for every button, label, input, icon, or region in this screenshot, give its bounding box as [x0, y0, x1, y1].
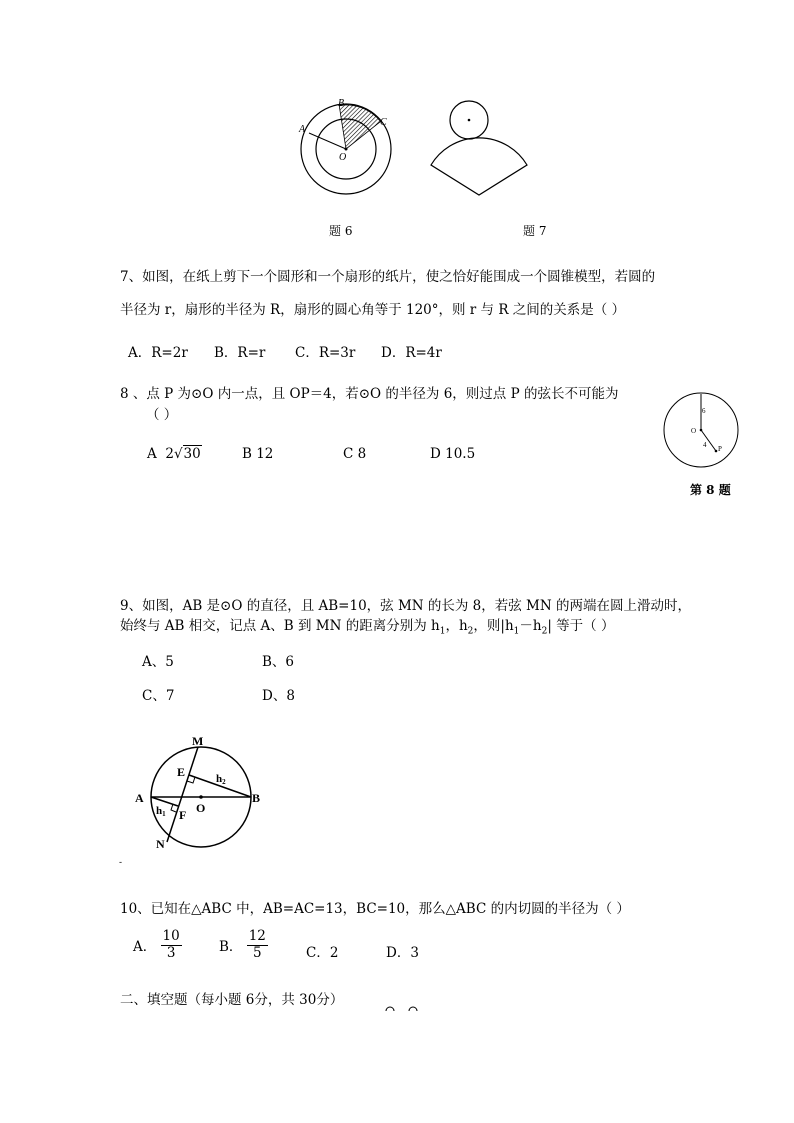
sub-2: 2 — [467, 626, 474, 637]
arc-mark-right — [409, 1007, 417, 1011]
radius-oa — [309, 133, 346, 149]
fig9-label-m: M — [192, 734, 204, 748]
fig8-caption: 第 8 题 — [690, 483, 731, 497]
numerator: 10 — [162, 928, 180, 944]
figure-7 — [425, 98, 531, 198]
q8-option-c: C 8 — [343, 446, 367, 462]
fig8-op-label: 4 — [703, 441, 707, 449]
q8-option-a — [147, 446, 202, 462]
fig9-label-h2: h2 — [216, 773, 226, 786]
numerator: 12 — [248, 928, 266, 944]
q7-option-b: B．R=r — [214, 345, 266, 361]
figure-9 — [128, 730, 268, 854]
q9-line2-pre: 始终与 AB 相交，记点 A、B 到 MN 的距离分别为 h — [120, 618, 440, 634]
q10-line1: 10、已知在△ABC 中，AB=AC=13，BC=10，那么△ABC 的内切圆的半径为（ ） — [120, 901, 630, 917]
q8-option-b: B 12 — [242, 446, 274, 462]
fig8-point-p — [715, 450, 718, 453]
fig9-label-o: O — [196, 801, 206, 815]
fig9-label-h1: h1 — [156, 805, 166, 818]
shaded-sector — [339, 105, 380, 149]
q9-line2-post: | 等于（ ） — [547, 618, 615, 634]
q9-option-a: A、5 — [142, 654, 174, 670]
arc-marks — [383, 1004, 423, 1014]
section-2-heading: 二、填空题（每小题 6分，共 30分） — [120, 992, 344, 1008]
denominator: 3 — [166, 944, 176, 961]
q9-option-b: B、6 — [262, 654, 295, 670]
fig8-label-o: O — [691, 427, 697, 435]
fig8-center — [700, 429, 703, 432]
stray-mark: - — [119, 858, 123, 868]
fig9-label-a: A — [135, 791, 144, 805]
q7-line1: 7、如图，在纸上剪下一个圆形和一个扇形的纸片，使之恰好能围成一个圆锥模型，若圆的 — [120, 269, 656, 285]
q9-line1: 9、如图，AB 是⊙O 的直径，且 AB=10，弦 MN 的长为 8，若弦 MN 的两端在圆上滑动时， — [120, 598, 691, 614]
fig9-label-b: B — [252, 791, 261, 805]
q10-option-c: C．2 — [306, 945, 339, 961]
label-o: O — [339, 152, 347, 163]
q8-option-a-coef: 2 — [165, 446, 174, 462]
sub-4: 2 — [541, 626, 548, 637]
fig9-label-f: F — [179, 808, 187, 822]
cone-sector — [431, 138, 527, 195]
q8-line1: 8 、点 P 为⊙O 内一点，且 OP＝4，若⊙O 的半径为 6，则过点 P 的弦长不可能为 — [120, 386, 619, 402]
q8-option-d: D 10.5 — [430, 446, 476, 462]
cone-base-center — [468, 119, 471, 122]
figure-8 — [660, 392, 742, 472]
chord-mn — [167, 747, 198, 842]
q10-option-b — [219, 929, 268, 961]
q10-option-b-letter: B． — [219, 939, 243, 956]
q8-line2: （ ） — [146, 407, 178, 423]
fig8-radius-label: 6 — [702, 407, 706, 415]
center-dot — [345, 148, 348, 151]
q7-option-c: C．R=3r — [295, 345, 356, 361]
q7-option-a: A．R=2r — [128, 345, 188, 361]
q7-line2: 半径为 r，扇形的半径为 R，扇形的圆心角等于 120°，则 r 与 R 之间的关系是（ ） — [120, 302, 626, 318]
label-c: C — [380, 117, 387, 128]
denominator: 5 — [253, 944, 262, 961]
q8-option-a-letter: A — [147, 446, 157, 462]
q10-option-b-fraction — [247, 929, 268, 961]
arc-mark-left — [386, 1007, 394, 1011]
label-b: B — [338, 98, 345, 109]
fig9-label-n: N — [156, 837, 165, 851]
q10-option-a-fraction — [161, 929, 182, 961]
q8-option-a-radicand: 30 — [183, 446, 201, 462]
q9-line2 — [120, 614, 614, 637]
fig9-label-e: E — [177, 765, 186, 779]
sub-3: 1 — [513, 626, 520, 637]
figure-6 — [296, 94, 400, 198]
label-a: A — [299, 124, 306, 135]
q9-option-d: D、8 — [262, 688, 295, 704]
q7-option-d: D．R=4r — [381, 345, 442, 361]
q10-option-d: D．3 — [386, 945, 419, 961]
fig8-label-p: P — [718, 445, 722, 453]
q10-option-a-letter: A． — [133, 939, 157, 956]
q9-line2-mid3: －h — [519, 618, 542, 634]
fig6-caption: 题 6 — [329, 224, 353, 238]
sqrt-symbol: √ — [173, 446, 183, 462]
fig9-center — [199, 795, 203, 799]
fig7-caption: 题 7 — [523, 224, 547, 238]
q10-option-a — [133, 929, 182, 961]
sub-1: 1 — [439, 626, 446, 637]
q9-line2-mid2: ，则|h — [473, 618, 514, 634]
q9-option-c: C、7 — [142, 688, 175, 704]
q9-line2-mid: ，h — [445, 618, 468, 634]
